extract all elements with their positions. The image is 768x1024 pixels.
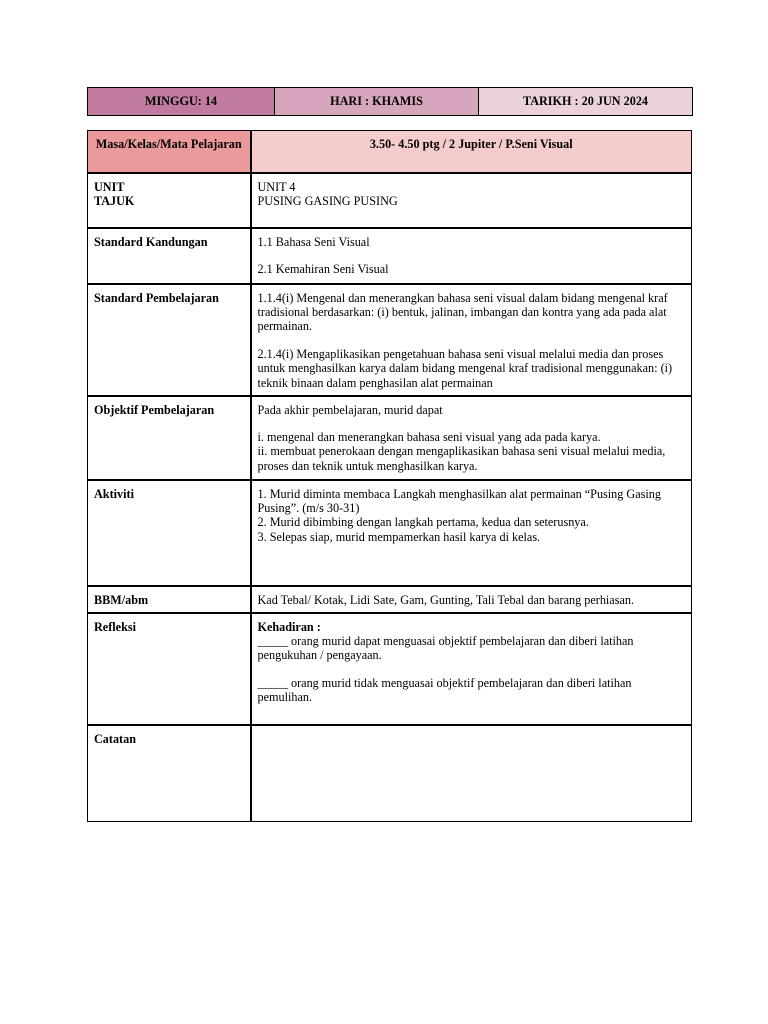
refleksi-item: _____ orang murid dapat menguasai objektif pembelajaran dan diberi latihan pengukuhan / pengayaan.: [257, 633, 634, 663]
refleksi-value: [251, 613, 692, 725]
refleksi-label: Refleksi: [88, 613, 251, 725]
kandungan-item: 1.1 Bahasa Seni Visual: [257, 234, 370, 249]
aktiviti-item: 1. Murid diminta membaca Langkah menghasilkan alat permainan “Pusing Gasing Pusing”. (m/s 30-31): [257, 486, 661, 515]
pembelajaran-item: 2.1.4(i) Mengaplikasikan pengetahuan bahasa seni visual melalui media dan proses untuk menghasilkan karya dalam bidang mengenal kraf tradisional menggunakan: (i) teknik binaan dalam penghasilan alat permainan: [257, 346, 673, 390]
masa-kelas-value: [251, 131, 692, 173]
standard-pembelajaran-value: [251, 284, 692, 396]
bbm-row: [88, 586, 692, 613]
aktiviti-row: [88, 480, 692, 586]
objektif-label: Objektif Pembelajaran: [88, 396, 251, 480]
standard-kandungan-label: Standard Kandungan: [88, 228, 251, 284]
aktiviti-item: 2. Murid dibimbing dengan langkah pertama, kedua dan seterusnya.: [257, 515, 589, 530]
masa-kelas-label-text: Masa/Kelas/Mata Pelajaran: [95, 137, 242, 151]
standard-pembelajaran-label: Standard Pembelajaran: [88, 284, 251, 396]
catatan-value: [251, 725, 692, 822]
standard-pembelajaran-row: [88, 284, 692, 396]
bbm-value: Kad Tebal/ Kotak, Lidi Sate, Gam, Gunting, Tali Tebal dan barang perhiasan.: [251, 586, 692, 613]
unit-value: [251, 173, 692, 228]
lesson-plan-table: [87, 130, 692, 822]
standard-kandungan-row: [88, 228, 692, 284]
tarikh-cell: TARIKH : 20 JUN 2024: [479, 88, 693, 116]
minggu-cell: MINGGU: 14: [88, 88, 275, 116]
objektif-item: ii. membuat penerokaan dengan mengaplikasikan bahasa seni visual melalui media, proses dan teknik untuk menghasilkan karya.: [257, 444, 666, 473]
tajuk-value-text: PUSING GASING PUSING: [257, 193, 398, 208]
standard-kandungan-value: [251, 228, 692, 284]
unit-label-text: UNIT: [94, 179, 125, 194]
table-head-row: [88, 131, 692, 173]
hari-cell: HARI : KHAMIS: [275, 88, 479, 116]
refleksi-row: [88, 613, 692, 725]
unit-value-text: UNIT 4: [257, 179, 296, 194]
unit-label: [88, 173, 251, 228]
objektif-intro: Pada akhir pembelajaran, murid dapat: [257, 402, 443, 417]
unit-row: [88, 173, 692, 228]
kandungan-item: 2.1 Kemahiran Seni Visual: [257, 261, 389, 276]
header-table: [87, 87, 693, 116]
masa-kelas-label: [88, 131, 251, 173]
catatan-label: Catatan: [88, 725, 251, 822]
kehadiran-heading: Kehadiran :: [257, 619, 321, 634]
objektif-item: i. mengenal dan menerangkan bahasa seni visual yang ada pada karya.: [257, 429, 601, 444]
masa-kelas-value-text: 3.50- 4.50 ptg / 2 Jupiter / P.Seni Visual: [369, 137, 573, 151]
bbm-label: BBM/abm: [88, 586, 251, 613]
refleksi-item: _____ orang murid tidak menguasai objektif pembelajaran dan diberi latihan pemulihan.: [257, 675, 632, 705]
pembelajaran-item: 1.1.4(i) Mengenal dan menerangkan bahasa seni visual dalam bidang mengenal kraf tradisional berdasarkan: (i) bentuk, jalinan, imbangan dan kontra yang ada pada alat permainan.: [257, 290, 668, 334]
aktiviti-value: [251, 480, 692, 586]
objektif-row: [88, 396, 692, 480]
catatan-row: [88, 725, 692, 822]
tajuk-label-text: TAJUK: [94, 193, 135, 208]
aktiviti-label: Aktiviti: [88, 480, 251, 586]
objektif-value: [251, 396, 692, 480]
aktiviti-item: 3. Selepas siap, murid mempamerkan hasil karya di kelas.: [257, 529, 541, 544]
